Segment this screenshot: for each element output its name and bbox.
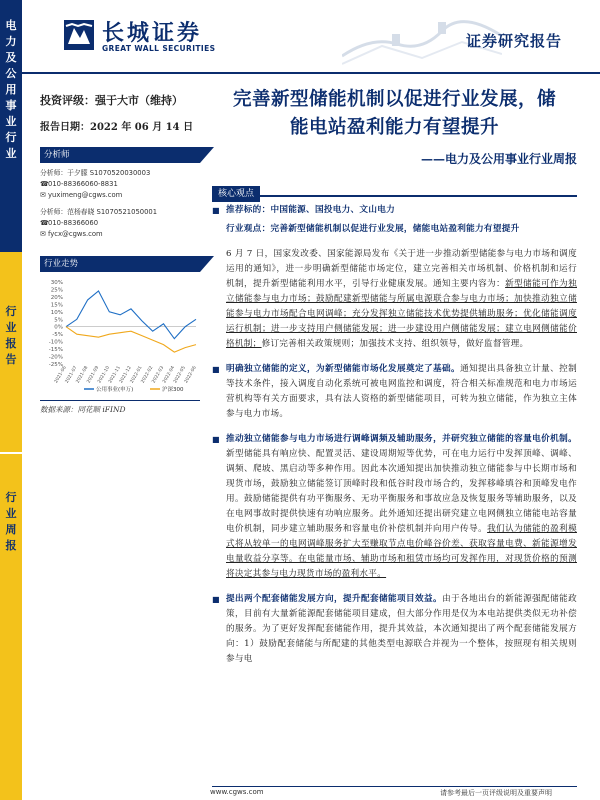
y-tick-label: 25% bbox=[50, 287, 63, 294]
phone-icon: ☎ bbox=[40, 180, 49, 188]
x-tick-label: 2021-08 bbox=[75, 365, 90, 385]
paragraph-policy: 6 月 7 日，国家发改委、国家能源局发布《关于进一步推动新型储能参与电力市场和调度运用的通知》，进一步明确新型储能市场定位，建立完善相关市场机制、价格机制和运行机制，提升新型储能利用水平，引导行业健康发展。通知主要内容为：新型储能可作为独立储能参与电力市场；鼓励配建新型储能与所属电源联合参与电力市场；加快推动独立储能参与电力市场配合电网调峰；充分发挥独立储能技术优势提供辅助服务；优化储能调度运行机制；进一步支持用户侧储能发展；进一步建设用户侧储能发展；建立电网侧储能价格机制；修订完善相关政策规则；加强技术支持、组织领导，做好监督管理。 bbox=[226, 249, 577, 349]
x-tick-label: 2022-04 bbox=[162, 365, 177, 385]
paragraph-supporting: ■ 提出两个配套储能发展方向，提升配套储能项目效益。由于各地出台的新能源强配储能政策，目前有大量新能源配套储能项目建成，但大部分作用是仅为本电站提供类似无功补偿的服务。为了更好发挥配套储能作用，提升其效益，本次通知提出了两个配套储能发展方向：1）鼓励配套储能与所配建的其他类型电源联合并视为一个整体，按照现有相关规则参与电 bbox=[212, 592, 577, 667]
x-tick-label: 2021-10 bbox=[97, 365, 112, 385]
report-type: 证券研究报告 bbox=[465, 32, 562, 50]
sidebar bbox=[40, 86, 202, 415]
x-tick-label: 2021-07 bbox=[64, 365, 79, 385]
y-tick-label: 30% bbox=[50, 280, 63, 286]
report-subtitle: ——电力及公用事业行业周报 bbox=[420, 152, 577, 166]
analyst-1-phone: ☎010-88366060-8831 bbox=[40, 180, 118, 188]
page-header bbox=[22, 0, 600, 76]
report-date: 报告日期：2022 年 06 月 14 日 bbox=[40, 122, 194, 133]
x-tick-label: 2021-09 bbox=[86, 365, 101, 385]
analyst-2-name: 分析师：范杨春晓 S1070521050001 bbox=[40, 208, 158, 216]
x-tick-label: 2022-02 bbox=[140, 365, 155, 385]
y-tick-label: 5% bbox=[54, 317, 63, 324]
footer-disclaimer: 请参考最后一页评级说明及重要声明 bbox=[440, 789, 552, 797]
x-tick-label: 2021-06 bbox=[53, 365, 68, 385]
email-icon: ✉ bbox=[40, 191, 46, 199]
header-divider bbox=[22, 72, 600, 74]
core-view-header: 核心观点 bbox=[212, 181, 577, 197]
y-tick-label: -5% bbox=[52, 332, 63, 339]
main-content bbox=[212, 86, 577, 667]
strip-industry-label: 电 力 及 公 用 事 业 行 业 bbox=[0, 0, 22, 252]
analyst-section-header: 分析师 bbox=[40, 147, 200, 163]
y-tick-label: 10% bbox=[50, 309, 63, 316]
analyst-1-name: 分析师：于夕朦 S1070520030003 bbox=[40, 169, 151, 177]
logo-icon bbox=[62, 18, 96, 52]
x-tick-label: 2021-11 bbox=[108, 365, 122, 385]
analyst-block-1 bbox=[40, 168, 202, 240]
analyst-2-phone: ☎010-88366060 bbox=[40, 219, 99, 227]
strip-report-label: 行 业 报 告 bbox=[0, 252, 22, 452]
email-icon: ✉ bbox=[40, 230, 46, 238]
legend-label: 沪深300 bbox=[162, 387, 184, 393]
strip-weekly-label: 行 业 周 报 bbox=[0, 452, 22, 800]
y-tick-label: 15% bbox=[50, 302, 63, 309]
x-tick-label: 2022-06 bbox=[183, 365, 198, 385]
paragraph-market: ■ 推动独立储能参与电力市场进行调峰调频及辅助服务，并研究独立储能的容量电价机制。新型储能具有响应快、配置灵活、建设周期短等优势，可在电力运行中发挥顶峰、调峰、调频、爬坡、黑启动等多种作用。因此本次通知提出加快推动独立储能参与中长期市场和现货市场，鼓励独立储能签订顶峰时段和低谷时段市场合约，发挥移峰填谷和顶峰发电作用。鼓励储能提供有功平衡服务、无功平衡服务和事故应急及恢复服务等辅助服务，以及在电网事故时提供快速有功响应服务。此外通知还提出研究建立电网侧独立储能电站容量电价机制，同步建立辅助服务和容量电价补偿机制并向用户传导。我们认为储能的盈利模式将从较单一的电网调峰服务扩大至赚取节点电价峰谷价差、获取容量电费、新能源增发电量收益分享等。在电能量市场、辅助市场和租赁市场均可发挥作用，对现货价格的预测将决定其参与电力现货市场的盈利水平。 bbox=[212, 432, 577, 582]
report-title: 完善新型储能机制以促进行业发展，储 能电站盈利能力有望提升 bbox=[232, 89, 556, 138]
x-tick-label: 2022-01 bbox=[129, 365, 144, 385]
trend-section-header: 行业走势 bbox=[40, 256, 200, 272]
series-line-1 bbox=[66, 327, 196, 352]
recommend-stocks: ■ 推荐标的：中国能源、国投电力、文山电力 bbox=[212, 203, 577, 218]
y-tick-label: -20% bbox=[48, 354, 63, 361]
y-tick-label: -25% bbox=[48, 362, 63, 368]
y-tick-label: -15% bbox=[48, 347, 63, 354]
category-strip bbox=[0, 0, 22, 800]
phone-icon: ☎ bbox=[40, 219, 49, 227]
industry-trend-chart bbox=[40, 278, 200, 396]
analyst-1-email[interactable]: ✉ yuximeng@cgws.com bbox=[40, 191, 123, 199]
x-tick-label: 2022-05 bbox=[173, 365, 187, 385]
data-source: 数据来源：同花顺 iFIND bbox=[40, 400, 200, 415]
logo-text: 长城证券 bbox=[102, 20, 203, 46]
y-tick-label: -10% bbox=[48, 339, 63, 346]
y-tick-label: 20% bbox=[50, 294, 63, 301]
logo-english: GREAT WALL SECURITIES bbox=[102, 44, 216, 53]
y-tick-label: 0% bbox=[54, 324, 63, 331]
x-tick-label: 2022-03 bbox=[151, 365, 166, 385]
x-tick-label: 2021-12 bbox=[118, 365, 133, 385]
investment-rating: 投资评级：强于大市（维持） bbox=[40, 94, 183, 107]
paragraph-definition: ■ 明确独立储能的定义，为新型储能市场化发展奠定了基础。通知提出具备独立计量、控制等技术条件，接入调度自动化系统可被电网监控和调度，符合相关标准规范和电力市场运营机构等有关方面要求，具有法人资格的新型储能项目，可转为独立储能，作为独立主体参与电力市场。 bbox=[212, 362, 577, 422]
footer-divider bbox=[212, 786, 577, 787]
trend-chart-svg bbox=[40, 278, 200, 396]
industry-view: 行业观点：完善新型储能机制以促进行业发展，储能电站盈利能力有望提升 bbox=[226, 224, 520, 234]
analyst-2-email[interactable]: ✉ fycx@cgws.com bbox=[40, 230, 103, 238]
footer-url[interactable]: www.cgws.com bbox=[210, 788, 264, 796]
legend-label: 公用事业(申万) bbox=[96, 387, 134, 393]
